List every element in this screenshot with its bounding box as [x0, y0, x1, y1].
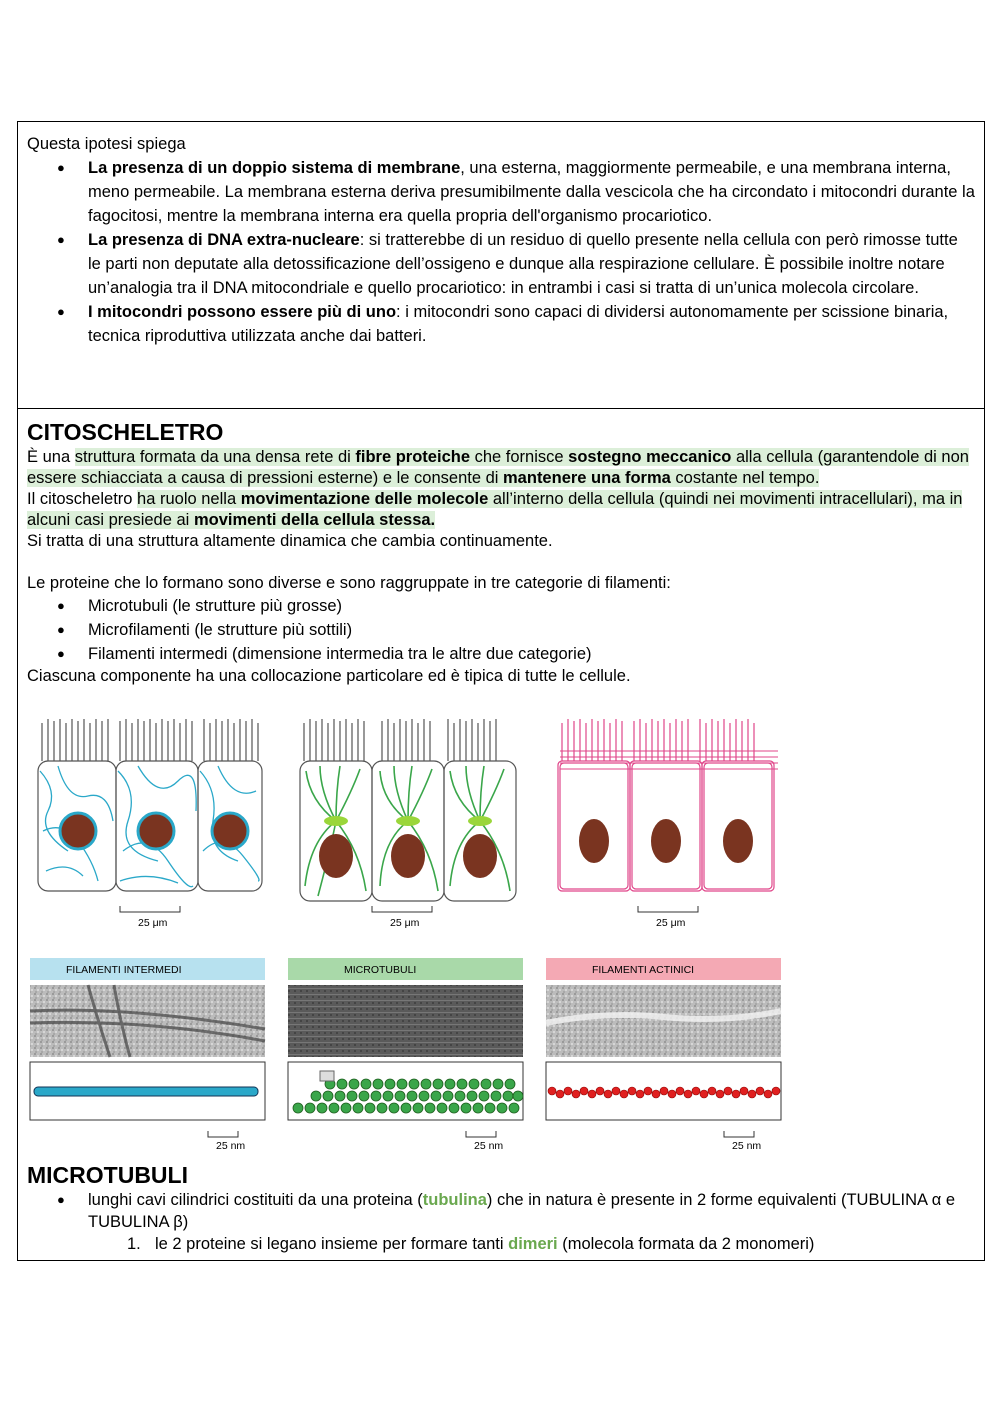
panel-title: FILAMENTI ACTINICI — [592, 964, 695, 976]
cells-intermediate-filaments — [38, 719, 262, 912]
paragraph-proteins: Le proteine che lo formano sono diverse e sono raggruppate in tre categorie di filamenti: — [27, 574, 671, 592]
hypothesis-intro: Questa ipotesi spiega — [27, 135, 186, 153]
cytoskeleton-box — [17, 408, 985, 1261]
list-item: ● Filamenti intermedi (dimensione intermedia tra le altre due categorie) — [27, 642, 975, 666]
scale-label: 25 μm — [656, 917, 686, 929]
cytoskeleton-figure — [28, 706, 788, 1156]
scale-label: 25 μm — [138, 917, 168, 929]
list-item: ● lunghi cavi cilindrici costituiti da una proteina (tubulina) che in natura è presente in 2 forme equivalenti (TUBULINA α e TUBULINA β) — [27, 1189, 977, 1233]
section-title-citoscheletro: CITOSCHELETRO — [27, 419, 224, 445]
hypothesis-list — [27, 156, 975, 348]
panel-title: MICROTUBULI — [344, 964, 417, 976]
paragraph-role: Il citoscheletro ha ruolo nella movimentazione delle molecole all’interno della cellula (quindi nei movimenti intracellulari), ma in alcuni casi presiede ai movimenti della cellula stessa. — [27, 490, 963, 529]
list-item: 1. le 2 proteine si legano insieme per formare tanti dimeri (molecola formata da 2 monomeri) — [127, 1235, 815, 1253]
cells-microtubules — [300, 719, 516, 912]
microtubuli-steps — [27, 1233, 977, 1255]
list-item: ● La presenza di un doppio sistema di membrane, una esterna, maggiormente permeabile, e una membrana interna, meno permeabile. La membrana esterna deriva presumibilmente dalla vescicola che ha circondato i mitocondri durante la fagocitosi, mentre la membrana interna era quella propria dell'organismo procariotico. — [27, 156, 975, 228]
panel-intermediate — [30, 958, 265, 1137]
section-title-microtubuli: MICROTUBULI — [27, 1162, 188, 1188]
microtubuli-list — [27, 1189, 977, 1233]
list-item: ● Microfilamenti (le strutture più sottili) — [27, 618, 975, 642]
panel-microtubules — [288, 958, 523, 1137]
list-item: ● I mitocondri possono essere più di uno: i mitocondri sono capaci di dividersi autonomamente per scissione binaria, tecnica riproduttiva utilizzata anche dai batteri. — [27, 300, 975, 348]
cells-actin-filaments — [558, 719, 778, 912]
filament-types-list — [27, 594, 975, 666]
scale-label: 25 nm — [732, 1140, 762, 1152]
scale-label: 25 nm — [474, 1140, 504, 1152]
paragraph-dynamic: Si tratta di una struttura altamente dinamica che cambia continuamente. — [27, 532, 553, 550]
list-item: ● La presenza di DNA extra-nucleare: si tratterebbe di un residuo di quello presente nella cellula con però rimosse tutte le parti non deputate alla detossificazione dell’ossigeno e dunque alla respirazione cellulare. È possibile inoltre notare un’analogia tra il DNA mitocondriale e quello procariotico: in entrambi i casi si tratta di un’unica molecola circolare. — [27, 228, 975, 300]
paragraph-collocation: Ciascuna componente ha una collocazione particolare ed è tipica di tutte le cellule. — [27, 667, 631, 685]
panel-title: FILAMENTI INTERMEDI — [66, 964, 182, 976]
paragraph-definition: È una struttura formata da una densa rete di fibre proteiche che fornisce sostegno meccanico alla cellula (garantendole di non essere schiacciata a causa di pressioni esterne) e le consente di mantenere una forma costante nel tempo. — [27, 448, 969, 487]
scale-label: 25 μm — [390, 917, 420, 929]
panel-actin — [546, 958, 781, 1137]
hypothesis-box — [17, 121, 985, 409]
list-item: ● Microtubuli (le strutture più grosse) — [27, 594, 975, 618]
scale-label: 25 nm — [216, 1140, 246, 1152]
